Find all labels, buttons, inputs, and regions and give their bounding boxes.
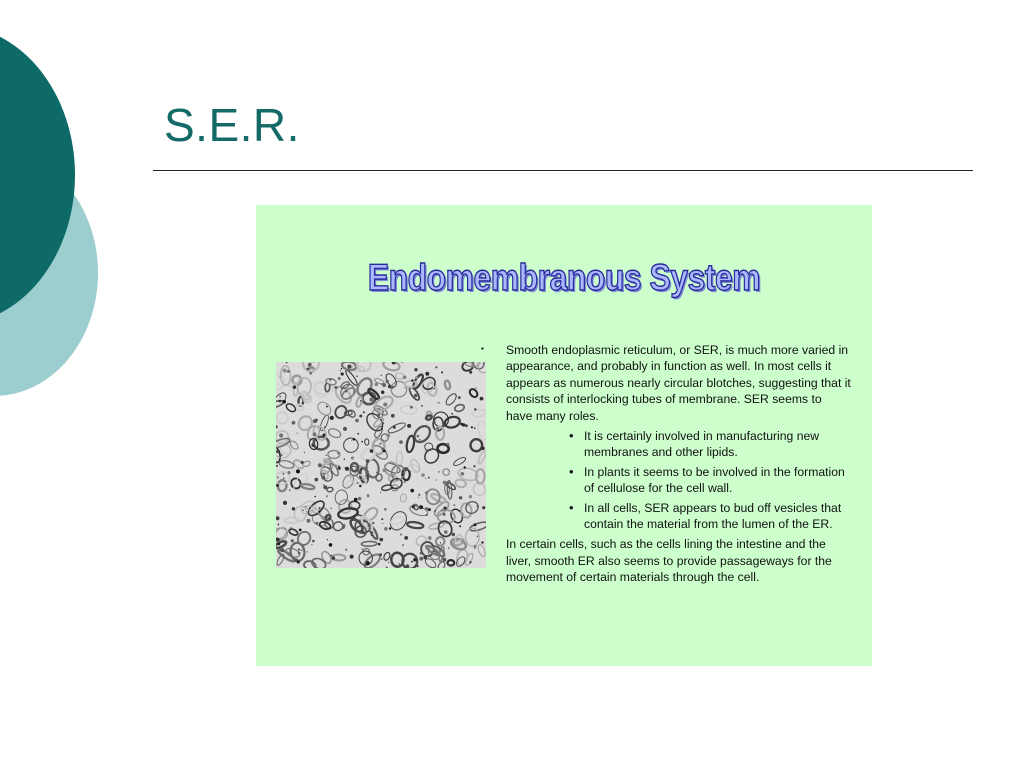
micrograph-speck — [316, 522, 319, 525]
micrograph-speck — [322, 476, 326, 480]
micrograph-speck — [381, 448, 384, 451]
micrograph-speck — [314, 496, 316, 498]
micrograph-speck — [448, 547, 449, 548]
micrograph-speck — [366, 459, 370, 463]
micrograph-speck — [471, 426, 473, 428]
bullet-text: In certain cells, such as the cells lining the intestine and the liver, smooth ER also seems to provide passageways for the movement of certain materials through the cell. — [506, 537, 832, 585]
micrograph-speck — [370, 531, 373, 534]
micrograph-speck — [347, 365, 351, 369]
micrograph-speck — [425, 507, 428, 510]
micrograph-speck — [404, 481, 406, 483]
panel-heading: Endomembranous System — [367, 257, 761, 298]
micrograph-speck — [453, 504, 455, 506]
micrograph-speck — [283, 501, 287, 505]
micrograph-speck — [279, 395, 281, 397]
micrograph-speck — [474, 427, 476, 429]
micrograph-speck — [289, 489, 291, 491]
micrograph-speck — [319, 507, 321, 509]
micrograph-speck — [318, 511, 320, 513]
micrograph-speck — [315, 419, 318, 422]
micrograph-speck — [326, 495, 328, 497]
micrograph-texture — [276, 362, 486, 568]
sub-bullet-item: • It is certainly involved in manufacturing new membranes and other lipids. — [584, 428, 851, 461]
micrograph-speck — [433, 388, 435, 390]
micrograph-speck — [323, 485, 327, 489]
micrograph-speck — [354, 498, 358, 502]
micrograph-speck — [391, 414, 395, 418]
micrograph-speck — [343, 427, 347, 431]
micrograph-speck — [398, 563, 400, 565]
micrograph-speck — [350, 476, 351, 477]
micrograph-speck — [283, 369, 287, 373]
micrograph-speck — [290, 527, 292, 529]
micrograph-speck — [435, 421, 436, 422]
micrograph-speck — [369, 527, 371, 529]
micrograph-speck — [292, 421, 296, 425]
micrograph-speck — [425, 450, 427, 452]
micrograph-speck — [393, 426, 396, 429]
micrograph-speck — [341, 368, 342, 369]
micrograph-speck — [311, 443, 315, 447]
micrograph-speck — [360, 400, 361, 401]
micrograph-speck — [381, 375, 382, 376]
micrograph-speck — [329, 379, 331, 381]
micrograph-speck — [401, 473, 404, 476]
micrograph-speck — [474, 408, 476, 410]
micrograph-speck — [459, 525, 461, 527]
micrograph-speck — [323, 473, 326, 476]
micrograph-speck — [315, 478, 319, 482]
micrograph-speck — [438, 471, 439, 472]
micrograph-speck — [276, 465, 278, 467]
micrograph-speck — [477, 505, 479, 507]
micrograph-speck — [443, 507, 446, 510]
micrograph-speck — [341, 372, 344, 375]
micrograph-speck — [428, 508, 431, 511]
micrograph-speck — [407, 424, 411, 428]
micrograph-speck — [340, 370, 341, 371]
micrograph-speck — [443, 513, 446, 516]
micrograph-speck — [307, 368, 310, 371]
content-panel — [256, 205, 872, 666]
micrograph-speck — [381, 518, 383, 520]
micrograph-speck — [411, 379, 413, 381]
micrograph-speck — [378, 543, 381, 546]
micrograph-speck — [344, 467, 345, 468]
micrograph-speck — [376, 472, 377, 473]
micrograph-speck — [296, 469, 300, 473]
micrograph-speck — [326, 455, 327, 456]
micrograph-speck — [406, 564, 410, 568]
micrograph-speck — [367, 481, 368, 482]
micrograph-speck — [421, 473, 425, 477]
micrograph-speck — [330, 416, 334, 420]
micrograph-speck — [311, 544, 313, 546]
micrograph-speck — [329, 543, 333, 547]
micrograph-speck — [327, 539, 328, 540]
micrograph-speck — [291, 539, 294, 542]
micrograph-speck — [324, 426, 325, 427]
micrograph-speck — [459, 496, 462, 499]
micrograph-speck — [451, 413, 453, 415]
micrograph-speck — [473, 465, 475, 467]
micrograph-speck — [404, 387, 406, 389]
micrograph-speck — [381, 384, 382, 385]
micrograph-speck — [282, 473, 284, 475]
micrograph-speck — [384, 527, 388, 531]
micrograph-speck — [405, 468, 408, 471]
micrograph-speck — [356, 376, 357, 377]
micrograph-speck — [414, 394, 418, 398]
er-micrograph-image — [276, 362, 486, 568]
micrograph-speck — [420, 552, 422, 554]
micrograph-speck — [400, 533, 402, 535]
micrograph-speck — [278, 524, 280, 526]
micrograph-speck — [434, 510, 436, 512]
micrograph-speck — [464, 466, 466, 468]
micrograph-speck — [304, 452, 305, 453]
micrograph-speck — [449, 564, 450, 565]
micrograph-speck — [383, 402, 387, 406]
micrograph-speck — [452, 533, 455, 536]
micrograph-speck — [399, 440, 403, 444]
micrograph-speck — [307, 551, 308, 552]
micrograph-speck — [370, 449, 374, 453]
micrograph-speck — [312, 540, 315, 543]
micrograph-speck — [443, 481, 447, 485]
bullet-item — [481, 342, 851, 532]
micrograph-speck — [313, 362, 314, 363]
micrograph-speck — [276, 484, 279, 487]
micrograph-speck — [377, 414, 381, 418]
micrograph-speck — [297, 433, 298, 434]
micrograph-speck — [305, 506, 307, 508]
micrograph-speck — [469, 371, 472, 374]
micrograph-speck — [381, 558, 382, 559]
micrograph-speck — [362, 531, 365, 534]
micrograph-speck — [349, 502, 351, 504]
micrograph-speck — [297, 560, 300, 563]
micrograph-speck — [363, 411, 365, 413]
micrograph-speck — [323, 484, 324, 485]
micrograph-speck — [390, 386, 392, 388]
micrograph-speck — [366, 561, 370, 565]
micrograph-speck — [398, 465, 399, 466]
micrograph-speck — [428, 477, 430, 479]
micrograph-speck — [342, 524, 346, 528]
micrograph-speck — [353, 438, 356, 441]
micrograph-speck — [359, 485, 361, 487]
micrograph-speck — [444, 530, 448, 534]
micrograph-speck — [351, 456, 354, 459]
micrograph-speck — [323, 434, 326, 437]
micrograph-speck — [301, 549, 303, 551]
micrograph-speck — [375, 383, 378, 386]
micrograph-speck — [372, 522, 374, 524]
micrograph-speck — [383, 411, 384, 412]
micrograph-speck — [441, 509, 443, 511]
micrograph-speck — [410, 406, 413, 409]
micrograph-speck — [425, 478, 426, 479]
micrograph-speck — [383, 468, 387, 472]
micrograph-speck — [355, 528, 356, 529]
micrograph-speck — [441, 371, 443, 373]
micrograph-speck — [338, 466, 340, 468]
micrograph-speck — [331, 508, 332, 509]
micrograph-speck — [421, 405, 423, 407]
micrograph-speck — [293, 386, 296, 389]
micrograph-speck — [465, 424, 468, 427]
micrograph-speck — [462, 513, 464, 515]
micrograph-speck — [281, 454, 283, 456]
micrograph-speck — [278, 543, 281, 546]
micrograph-speck — [469, 495, 472, 498]
micrograph-speck — [379, 442, 382, 445]
micrograph-speck — [298, 548, 300, 550]
micrograph-speck — [308, 363, 312, 367]
micrograph-speck — [443, 558, 447, 562]
micrograph-speck — [415, 376, 418, 379]
micrograph-speck — [381, 391, 384, 394]
micrograph-speck — [346, 391, 348, 393]
micrograph-speck — [326, 406, 328, 408]
bullet-list — [481, 342, 851, 586]
micrograph-speck — [411, 561, 413, 563]
micrograph-speck — [318, 463, 322, 467]
micrograph-speck — [287, 471, 290, 474]
micrograph-speck — [338, 377, 341, 380]
micrograph-speck — [419, 557, 423, 561]
micrograph-speck — [292, 507, 295, 510]
micrograph-speck — [361, 441, 363, 443]
micrograph-speck — [309, 372, 312, 375]
micrograph-speck — [475, 387, 476, 388]
micrograph-speck — [332, 556, 335, 559]
micrograph-speck — [413, 558, 417, 562]
micrograph-speck — [379, 538, 383, 542]
micrograph-speck — [335, 465, 337, 467]
micrograph-speck — [477, 536, 478, 537]
micrograph-speck — [403, 375, 407, 379]
micrograph-speck — [426, 514, 428, 516]
bullet-text: Smooth endoplasmic reticulum, or SER, is much more varied in appearance, and probably in function as well. In most cells it appears as numerous nearly circular blotches, suggesting that it consists of interlocking tubes of membrane. SER seems to have many roles. — [506, 343, 851, 423]
sub-bullet-item: • In plants it seems to be involved in the formation of cellulose for the cell wall. — [584, 464, 851, 497]
micrograph-speck — [417, 435, 420, 438]
micrograph-speck — [371, 535, 372, 536]
micrograph-speck — [474, 547, 476, 549]
micrograph-speck — [361, 548, 362, 549]
micrograph-speck — [355, 419, 359, 423]
micrograph-speck — [456, 561, 457, 562]
micrograph-speck — [287, 370, 290, 373]
micrograph-speck — [384, 508, 387, 511]
sub-bullet-item: • In all cells, SER appears to bud off vesicles that contain the material from the lumen of the ER. — [584, 500, 851, 533]
micrograph-speck — [416, 565, 419, 568]
micrograph-speck — [379, 409, 380, 410]
micrograph-speck — [312, 509, 313, 510]
micrograph-speck — [380, 492, 381, 493]
micrograph-speck — [345, 549, 347, 551]
micrograph-speck — [367, 471, 369, 473]
micrograph-speck — [412, 505, 415, 508]
title-divider — [153, 170, 973, 171]
micrograph-speck — [391, 487, 393, 489]
micrograph-speck — [299, 529, 302, 532]
micrograph-speck — [425, 491, 428, 494]
micrograph-speck — [382, 383, 386, 387]
micrograph-speck — [344, 459, 345, 460]
micrograph-speck — [469, 561, 471, 563]
sub-bullet-list — [506, 428, 851, 532]
micrograph-speck — [282, 400, 286, 404]
micrograph-speck — [389, 527, 391, 529]
micrograph-speck — [359, 415, 362, 418]
micrograph-speck — [437, 450, 439, 452]
micrograph-speck — [461, 472, 465, 476]
micrograph-speck — [279, 400, 282, 403]
micrograph-speck — [277, 476, 279, 478]
bullet-item — [481, 536, 851, 585]
micrograph-speck — [414, 368, 417, 371]
micrograph-speck — [386, 380, 389, 383]
micrograph-speck — [358, 497, 361, 500]
micrograph-speck — [369, 398, 373, 402]
micrograph-speck — [418, 497, 419, 498]
micrograph-speck — [428, 536, 432, 540]
micrograph-speck — [402, 544, 404, 546]
slide-title: S.E.R. — [164, 99, 300, 151]
micrograph-speck — [386, 434, 390, 438]
micrograph-speck — [357, 433, 359, 435]
micrograph-speck — [438, 402, 440, 404]
micrograph-speck — [440, 542, 441, 543]
micrograph-speck — [330, 555, 332, 557]
micrograph-speck — [416, 556, 417, 557]
micrograph-speck — [337, 452, 340, 455]
micrograph-speck — [350, 555, 354, 559]
micrograph-speck — [436, 427, 439, 430]
micrograph-speck — [404, 536, 408, 540]
micrograph-speck — [367, 494, 370, 497]
micrograph-speck — [313, 432, 317, 436]
micrograph-speck — [345, 467, 349, 471]
micrograph-speck — [301, 461, 304, 464]
micrograph-speck — [382, 523, 383, 524]
micrograph-speck — [357, 482, 358, 483]
micrograph-speck — [298, 552, 301, 555]
micrograph-speck — [382, 422, 384, 424]
micrograph-speck — [423, 556, 427, 560]
micrograph-speck — [279, 433, 283, 437]
micrograph-speck — [351, 440, 352, 441]
micrograph-speck — [410, 489, 414, 493]
micrograph-speck — [435, 479, 437, 481]
micrograph-speck — [334, 386, 337, 389]
micrograph-speck — [379, 553, 382, 556]
micrograph-speck — [462, 423, 465, 426]
micrograph-speck — [419, 505, 423, 509]
micrograph-speck — [435, 366, 437, 368]
micrograph-speck — [425, 372, 429, 376]
micrograph-speck — [279, 376, 280, 377]
micrograph-speck — [302, 510, 303, 511]
micrograph-speck — [280, 548, 284, 552]
micrograph-speck — [307, 519, 311, 523]
micrograph-speck — [474, 523, 477, 526]
micrograph-speck — [447, 443, 450, 446]
micrograph-speck — [388, 562, 389, 563]
micrograph-speck — [283, 477, 284, 478]
micrograph-speck — [418, 494, 420, 496]
micrograph-speck — [458, 396, 461, 399]
micrograph-speck — [363, 528, 365, 530]
micrograph-speck — [419, 439, 420, 440]
